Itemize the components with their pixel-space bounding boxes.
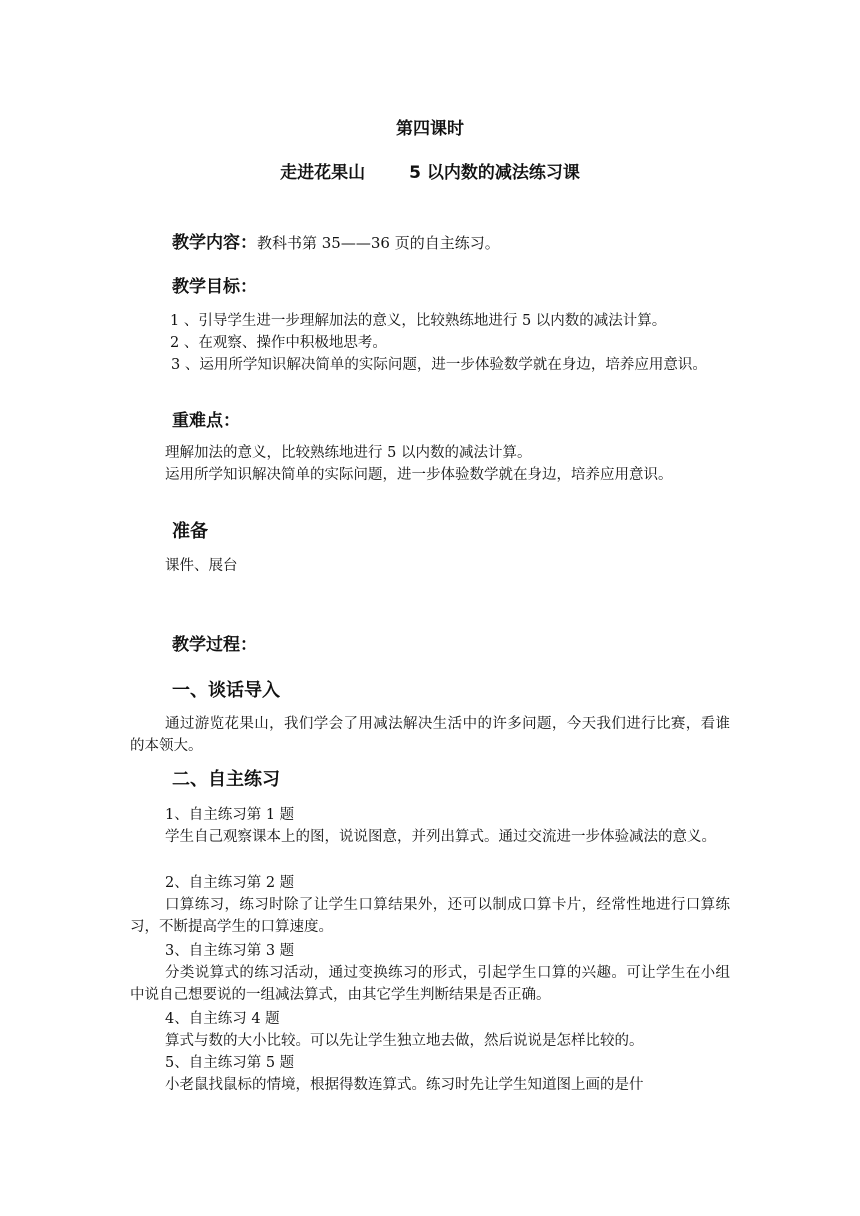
key-point-1: 理解加法的意义，比较熟练地进行 5 以内数的减法计算。 — [165, 445, 532, 461]
teaching-content-row — [172, 232, 500, 254]
section-intro-text: 通过游览花果山，我们学会了用减法解决生活中的许多问题，今天我们进行比赛，看谁的本领大。 — [130, 716, 730, 754]
section-practice-heading: 二、自主练习 — [172, 769, 280, 790]
section-intro-heading: 一、谈话导入 — [172, 680, 280, 701]
exercise-4-text: 算式与数的大小比较。可以先让学生独立地去做，然后说说是怎样比较的。 — [165, 1033, 644, 1049]
goal-item-1: 1 、引导学生进一步理解加法的意义，比较熟练地进行 5 以内数的减法计算。 — [170, 313, 667, 329]
title-left: 走进花果山 — [280, 163, 366, 183]
exercise-5-text: 小老鼠找鼠标的情境，根据得数连算式。练习时先让学生知道图上画的是什 — [165, 1077, 644, 1093]
title-right: 5 以内数的减法练习课 — [409, 163, 580, 183]
lesson-title — [0, 162, 860, 184]
goal-item-3: 3 、运用所学知识解决简单的实际问题，进一步体验数学就在身边，培养应用意识。 — [171, 357, 707, 373]
teaching-content-text: 教科书第 35——36 页的自主练习。 — [257, 234, 500, 252]
exercise-1-title: 1、自主练习第 1 题 — [165, 807, 295, 823]
preparation-heading: 准备 — [172, 521, 208, 542]
lesson-number: 第四课时 — [396, 119, 464, 139]
teaching-content-label: 教学内容： — [172, 233, 257, 253]
exercise-2-title: 2、自主练习第 2 题 — [165, 875, 295, 891]
exercise-4-title: 4、自主练习 4 题 — [165, 1011, 280, 1027]
teaching-goals-heading: 教学目标： — [172, 277, 257, 297]
key-point-2: 运用所学知识解决简单的实际问题，进一步体验数学就在身边，培养应用意识。 — [165, 467, 673, 483]
exercise-1-text: 学生自己观察课本上的图，说说图意，并列出算式。通过交流进一步体验减法的意义。 — [165, 829, 716, 845]
exercise-3-title: 3、自主练习第 3 题 — [165, 943, 295, 959]
goal-item-2: 2 、在观察、操作中积极地思考。 — [170, 335, 387, 351]
key-points-heading: 重难点： — [172, 411, 240, 431]
teaching-process-heading: 教学过程： — [172, 635, 257, 655]
preparation-text: 课件、展台 — [165, 558, 238, 574]
exercise-2-text: 口算练习，练习时除了让学生口算结果外，还可以制成口算卡片，经常性地进行口算练习，不断提高学生的口算速度。 — [130, 897, 730, 935]
exercise-5-title: 5、自主练习第 5 题 — [165, 1055, 295, 1071]
exercise-3-text: 分类说算式的练习活动，通过变换练习的形式，引起学生口算的兴趣。可让学生在小组中说自己想要说的一组减法算式，由其它学生判断结果是否正确。 — [130, 965, 730, 1003]
